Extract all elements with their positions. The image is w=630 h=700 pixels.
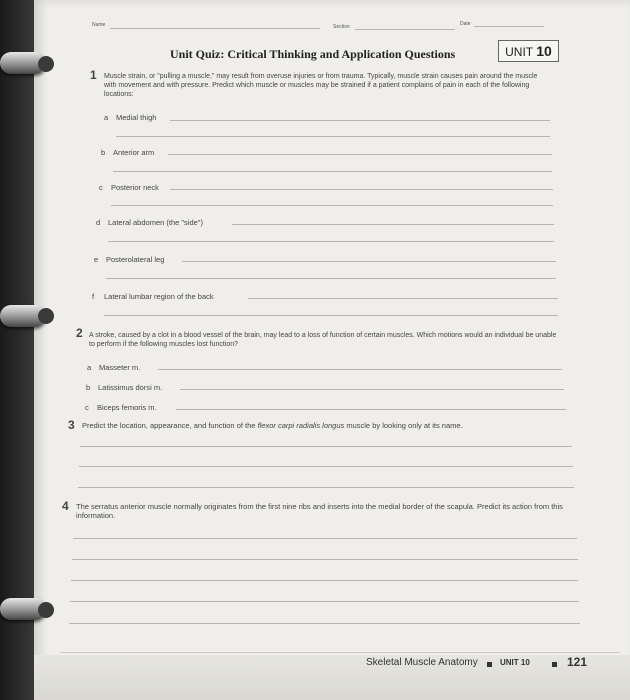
page-number: 121 [567,655,588,669]
q1-b-answer-line[interactable] [168,154,552,155]
unit-badge [498,40,559,62]
q1-a-letter: a [104,113,109,122]
q2-b-answer-line[interactable] [180,389,564,390]
q4-answer-line-3[interactable] [71,580,578,581]
q2-a-answer-line[interactable] [158,369,562,370]
q1-e-answer-line-2[interactable] [106,278,556,279]
q4-answer-line-1[interactable] [73,538,577,539]
q1-d-text: Lateral abdomen (the "side") [108,218,203,227]
q1-number: 1 [90,68,97,82]
q1-f-text: Lateral lumbar region of the back [104,292,214,301]
page-stack-edge [34,655,630,700]
q3-text-italic: flexor carpi radialis longus [257,421,345,430]
q2-text: A stroke, caused by a clot in a blood vessel of the brain, may lead to a loss of function of certain muscles. Which motions would an individual be unable to perform if the following muscles lost function? [89,332,557,348]
q2-c-text: Biceps femoris m. [97,403,157,412]
footer-divider [60,652,620,653]
q1-f-answer-line-2[interactable] [104,315,558,316]
footer-bullet-2 [552,662,557,667]
q3-answer-line-1[interactable] [80,446,572,447]
q1-a-answer-line[interactable] [170,120,550,121]
q1-d-answer-line[interactable] [232,224,554,225]
punch-hole-middle [38,308,54,324]
punch-hole-bottom [38,602,54,618]
q1-e-text: Posterolateral leg [106,255,165,264]
q3-answer-line-2[interactable] [79,466,573,467]
q1-c-text: Posterior neck [111,183,159,192]
q1-c-answer-line-2[interactable] [111,205,553,206]
footer-unit: UNIT 10 [500,658,530,667]
q1-b-text: Anterior arm [113,148,155,157]
date-line[interactable] [474,26,544,27]
q1-d-answer-line-2[interactable] [108,241,554,242]
q2-a-text: Masseter m. [99,363,141,372]
name-label: Name [92,22,106,28]
section-label: Section [333,24,350,30]
q2-b-text: Latissimus dorsi m. [98,383,163,392]
q3-text [82,421,572,430]
q3-number: 3 [68,418,75,432]
q1-b-answer-line-2[interactable] [113,171,552,172]
q1-f-answer-line[interactable] [248,298,558,299]
q1-text: Muscle strain, or "pulling a muscle," may result from overuse injuries or from trauma. Typically, muscle strain causes pain around the muscle with movement and with pressure. Predict which muscle or muscles may be strained if a patient complains of pain in each of the following locations: [104,73,538,98]
punch-hole-top [38,56,54,72]
q1-c-answer-line[interactable] [170,189,553,190]
q1-b-letter: b [101,148,106,157]
unit-badge-prefix: UNIT [505,45,533,59]
q2-a-letter: a [87,363,92,372]
q2-number: 2 [76,326,83,340]
q4-answer-line-2[interactable] [72,559,578,560]
q1-e-letter: e [94,255,99,264]
q1-f-letter: f [92,292,95,301]
q1-a-answer-line-2[interactable] [116,136,550,137]
q1-a-text: Medial thigh [116,113,157,122]
q3-text-after: muscle by looking only at its name. [344,421,463,430]
date-label: Date [460,21,471,27]
q1-e-answer-line[interactable] [182,261,556,262]
q1-c-letter: c [99,183,103,192]
q3-text-before: Predict the location, appearance, and function of the [82,421,258,430]
q2-c-letter: c [85,403,89,412]
q2-c-answer-line[interactable] [176,409,566,410]
section-line[interactable] [355,29,455,30]
q4-text: The serratus anterior muscle normally originates from the first nine ribs and inserts into the medial border of the scapula. Predict its action from this information. [76,502,563,520]
q4-answer-line-4[interactable] [70,601,579,602]
page-title: Unit Quiz: Critical Thinking and Application Questions [170,47,456,61]
q3-answer-line-3[interactable] [78,487,574,488]
q1-d-letter: d [96,218,101,227]
q4-answer-line-5[interactable] [69,623,580,624]
q4-number: 4 [62,499,69,513]
unit-badge-number: 10 [536,43,552,59]
footer-bullet-1 [487,662,492,667]
footer-book-title: Skeletal Muscle Anatomy [366,657,478,668]
name-line[interactable] [110,28,320,29]
q2-b-letter: b [86,383,91,392]
worksheet-page [34,0,630,700]
